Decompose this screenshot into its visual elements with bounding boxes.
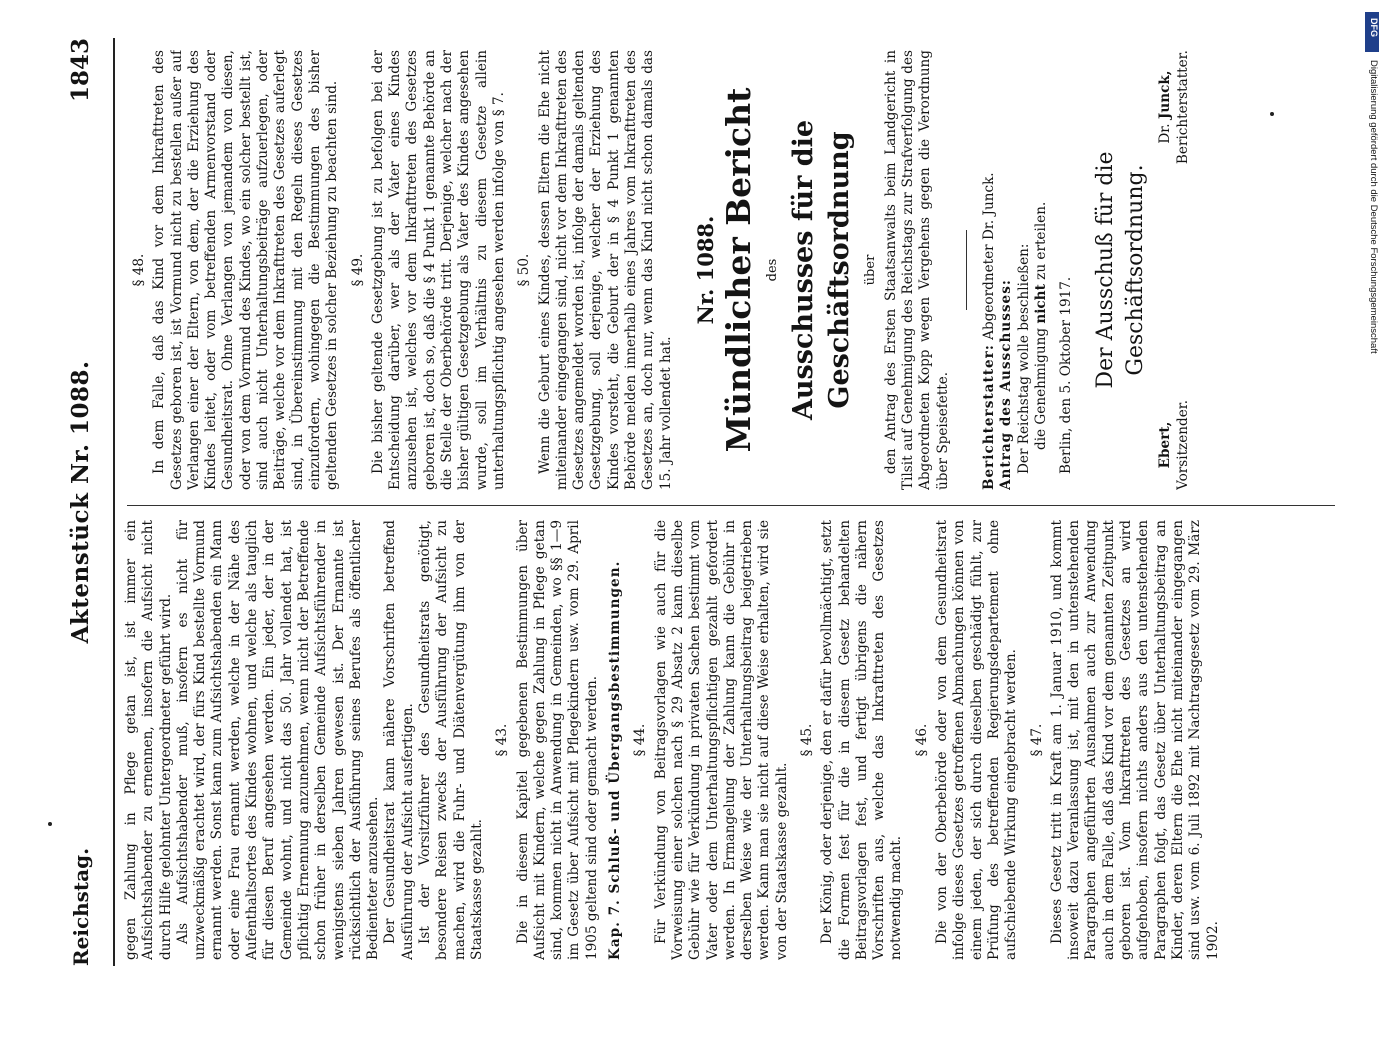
paragraph: Für Verkündung von Beitragsvorlagen wie auch für die Vorweisung einer solchen nach § 29 Absatz 2 kann dieselbe Gebühr wie für Verkündung in privaten Sachen bestimmt vom Vater oder dem Unterhaltungspflichtigen gezahlt gefordert werden. In Ermangelung der Zahlung kann die Gebühr in derselben Weise wie der Unterhaltungsbeitrag beigetrieben werden. Kann man sie nicht auf diese Weise erhalten, wird sie von der Staatskasse gezahlt. [652, 520, 790, 960]
motion-label-line [998, 50, 1015, 490]
signing-committee: Der Ausschuß für die Geschäftsordnung. [1093, 151, 1149, 389]
section-heading: § 46. [913, 723, 930, 757]
section-heading: § 44. [632, 723, 649, 757]
section-heading: § 45. [798, 723, 815, 757]
signature-rapporteur-title: Dr. [1157, 123, 1174, 144]
rapporteur-line [981, 50, 998, 490]
rapporteur-label: Berichterstatter: [980, 344, 997, 490]
motion-decision-b: nicht [1032, 284, 1049, 324]
connector-des: des [765, 258, 781, 282]
paragraph: den Antrag des Ersten Staatsanwalts beim Landgericht in Tilsit auf Genehmigung des Reichstags zur Strafverfolgung des Abgeordneten Kopp wegen Vergehens gegen die Verordnung über Speisefette. [882, 50, 951, 490]
rapporteur-text: Abgeordneter Dr. Junck. [980, 172, 997, 340]
section-heading: § 49. [349, 253, 366, 287]
motion-decision [1033, 50, 1050, 490]
motion-decision-a: die Genehmigung [1032, 327, 1049, 450]
section-heading: § 50. [516, 253, 533, 287]
signature-chair-role: Vorsitzender. [1174, 399, 1191, 490]
paragraph: Die bisher geltende Gesetzgebung ist zu befolgen bei der Entscheidung darüber, wer als der Vater eines Kindes anzusehen ist, welches vor dem Inkrafttreten des Gesetzes geboren ist, doch so, daß die § 4 Punkt 1 genannte Behörde an die Stelle der Oberbehörde tritt. Derjenige, welcher nach der bisher gültigen Gesetzgebung als Vater des Kindes angesehen wurde, soll im Verhältnis zu diesem Gesetze allein unterhaltungspflichtig angesehen werden infolge von § 7. [369, 50, 507, 490]
paragraph: Die in diesem Kapitel gegebenen Bestimmungen über Aufsicht mit Kindern, welche gegen Zahlung in Pflege getan sind, kommen nicht in Anwendung in Gemeinden, wo §§ 1—9 im Gesetz über Aufsicht mit Pflegekindern usw. vom 29. April 1905 geltend sind oder gemacht werden. [514, 520, 600, 960]
motion-label: Antrag des Ausschusses: [998, 279, 1015, 490]
short-divider [966, 230, 967, 310]
document-page [51, 20, 1351, 980]
page-header [57, 38, 115, 966]
paragraph: Der Gesundheitsrat kann nähere Vorschriften betreffend Ausführung der Aufsicht ausfertigen. [382, 520, 416, 960]
right-column [123, 50, 1339, 490]
paragraph: Wenn die Geburt eines Kindes, dessen Eltern die Ehe nicht miteinander eingegangen sind, nicht vor dem Inkrafttreten des Gesetzes angemeldet worden ist, infolge der damals geltenden Gesetzgebung, soll derjenige, welcher der Erziehung des Kindes vorsteht, die Geburt der in § 4 Punkt 1 genannten Behörde melden innerhalb eines Jahres vom Inkrafttreten des Gesetzes an, doch nur, wenn das Kind nicht schon damals das 15. Jahr vollendet hat. [536, 50, 674, 490]
dfg-logo [1365, 12, 1379, 52]
section-heading: § 48. [131, 253, 147, 287]
paragraph: Dieses Gesetz tritt in Kraft am 1. Januar 1910, und kommt insoweit dazu Veranlassung ist, mit den in untenstehenden Paragraphen angeführten Ausnahmen auch zur Anwendung auch in dem Falle, daß das Kind vor dem genannten Zeitpunkt geboren ist. Vom Inkrafttreten des Gesetzes an wird aufgehoben, insofern nichts anders aus den untenstehenden Paragraphen folgt, das Gesetz über Unterhaltungsbeitrag an Kinder, deren Eltern die Ehe nicht miteinander eingegangen sind usw. vom 6. Juli 1892 mit Nachtragsgesetz vom 29. März 1902. [1048, 520, 1221, 960]
page-number: 1843 [67, 38, 94, 103]
section-heading: § 43. [494, 723, 511, 757]
paragraph: Der König, oder derjenige, den er dafür bevollmächtigt, setzt die Formen fest für die in diesem Gesetz behandelten Beitragsvorlagen fest, und fertigt übrigens die nähern Vorschriften aus, welche das Inkrafttreten des Gesetzes notwendig macht. [819, 520, 905, 960]
left-column [123, 520, 1339, 960]
signature-rapporteur-role: Berichterstatter. [1174, 50, 1191, 165]
section-heading: § 47. [1028, 723, 1045, 757]
motion-text: Der Reichstag wolle beschließen: [1015, 243, 1032, 474]
paragraph: Ist der Vorsitzführer des Gesundheitsrats genötigt, besondere Reisen zwecks der Ausführung der Aufsicht zu machen, wird die Fuhr- und Diätenvergütung ihm von der Staatskasse gezahlt. [417, 520, 485, 960]
signature-chair-name: Ebert, [1157, 421, 1174, 469]
paragraph: In dem Falle, daß das Kind vor dem Inkrafttreten des Gesetzes geboren ist, ist Vormund nicht zu bestellen außer auf Verlangen einer der Eltern, von dem, der die Erziehung des Kindes leitet, oder vom betreffenden Armenvorstand oder Gesundheitsrat. Ohne Verlangen von jemandem von diesen, oder von dem Vormund des Kindes, wo ein solcher bestellt ist, sind auch nicht Unterhaltungsbeiträge aufzuerlegen, oder Beiträge, welche vor dem Inkrafttreten des Gesetzes auferlegt sind, in Übereinstimmung mit den Regeln dieses Gesetzes einzufordern, wohingegen die Bestimmungen des bisher geltenden Gesetzes in solcher Beziehung zu beachten sind. [151, 50, 341, 490]
column-divider [127, 505, 1335, 506]
signature-chair [1157, 400, 1192, 490]
paragraph: Als Aufsichtshabender muß, insofern es nicht für unzweckmäßig erachtet wird, der fürs Kind bestellte Vormund ernannt werden. Sonst kann zum Aufsichtshabenden ein Mann oder eine Frau ernannt werden, welche in der Nähe des Aufenthaltsortes des Kindes wohnen, und welche als tauglich für diesen Beruf angesehen werden. Ein jeder, der in der Gemeinde wohnt, und nicht das 50. Jahr vollendet hat, ist pflichtig Ernennung anzunehmen, wenn nicht der Betreffende schon früher in derselben Gemeinde Aufsichtsführender in wenigstens sieben Jahren gewesen ist. Der Ernannte ist rücksichtlich der Ausführung seines Berufes als öffentlicher Bedienteter anzusehen. [174, 520, 382, 960]
motion-decision-c: zu erteilen. [1032, 201, 1049, 280]
dfg-logo-text: DFG [1369, 18, 1379, 37]
digitization-watermark [1364, 8, 1380, 998]
watermark-text: Digitalisierung gefördert durch die Deutsche Forschungsgemeinschaft [1368, 60, 1379, 354]
page-mark [1270, 112, 1274, 116]
committee-title: Ausschusses für die Geschäftsordnung [787, 119, 855, 421]
page-mark [48, 822, 52, 826]
connector-ueber: über [862, 254, 878, 286]
report-title: Mündlicher Bericht [719, 87, 759, 453]
document-number: Nr. 1088. [692, 215, 718, 325]
signatures [1157, 50, 1192, 490]
signature-rapporteur-name: Junck, [1157, 70, 1174, 120]
paragraph: gegen Zahlung in Pflege getan ist, ist immer ein Aufsichtshabender zu ernennen, insofern die Aufsicht nicht durch Hilfe gelohnter Untergeordneter geführt wird. [123, 520, 174, 960]
chapter-heading: Kap. 7. Schluß- und Übergangsbestimmungen. [607, 560, 624, 960]
paragraph: Die von der Oberbehörde oder von dem Gesundheitsrat infolge dieses Gesetzes getroffenen Abmachungen können von einem jeden, der sich durch dieselben geschädigt fühlt, zur Prüfung des betreffenden Regierungsdepartement ohne aufschiebende Wirkung eingebracht werden. [934, 520, 1020, 960]
header-left: Reichstag. [69, 847, 93, 966]
signature-rapporteur [1157, 50, 1192, 164]
header-center: Aktenstück Nr. 1088. [67, 360, 94, 644]
date-line: Berlin, den 5. Oktober 1917. [1058, 276, 1075, 474]
